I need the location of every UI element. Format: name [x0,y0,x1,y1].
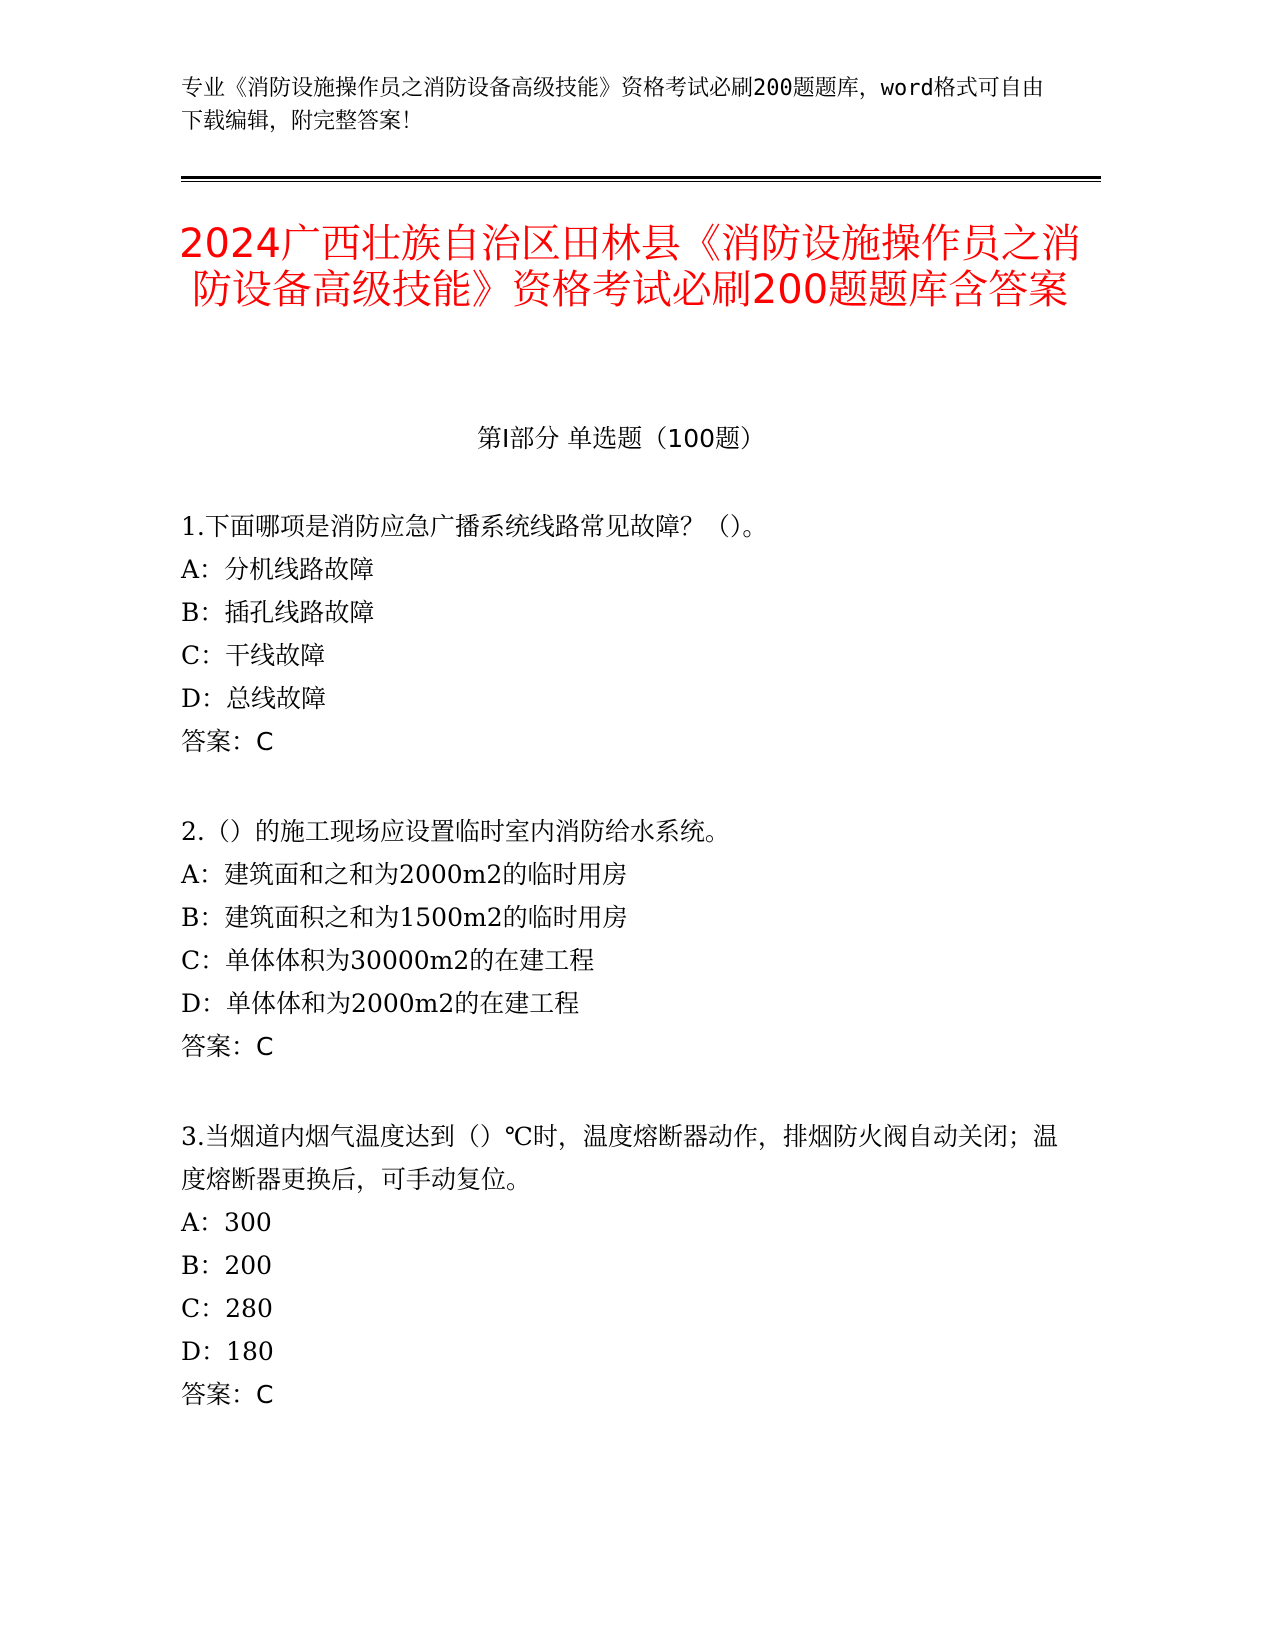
option-a: A：建筑面和之和为2000m2的临时用房 [181,860,628,889]
question-stem: 3.当烟道内烟气温度达到（）℃时，温度熔断器动作，排烟防火阀自动关闭；温度熔断器更换后，可手动复位。 [181,1122,1058,1194]
header-rule-thin [181,181,1101,182]
question-block [181,810,1061,1068]
question-stem: 1.下面哪项是消防应急广播系统线路常见故障？（）。 [181,512,768,541]
document-title: 2024广西壮族自治区田林县《消防设施操作员之消防设备高级技能》资格考试必刷200题题库含答案 [179,221,1081,313]
option-c: C：干线故障 [181,641,326,670]
option-a: A：分机线路故障 [181,555,375,584]
answer-line: 答案：C [181,727,274,756]
option-d: D：单体体和为2000m2的在建工程 [181,989,580,1018]
answer-line: 答案：C [181,1380,274,1409]
question-stem: 2.（）的施工现场应设置临时室内消防给水系统。 [181,817,730,846]
option-c: C：280 [181,1294,273,1323]
question-block [181,505,1061,763]
option-b: B：插孔线路故障 [181,598,375,627]
option-d: D：180 [181,1337,274,1366]
header-note: 专业《消防设施操作员之消防设备高级技能》资格考试必刷200题题库，word格式可自由下载编辑，附完整答案！ [181,76,1044,134]
header-rule-thick [181,176,1101,179]
option-d: D：总线故障 [181,684,327,713]
answer-line: 答案：C [181,1032,274,1061]
option-a: A：300 [181,1208,272,1237]
option-b: B：200 [181,1251,273,1280]
option-c: C：单体体积为30000m2的在建工程 [181,946,595,975]
question-block [181,1115,1061,1416]
option-b: B：建筑面积之和为1500m2的临时用房 [181,903,628,932]
section-heading: 第Ⅰ部分 单选题（100题） [476,424,766,453]
